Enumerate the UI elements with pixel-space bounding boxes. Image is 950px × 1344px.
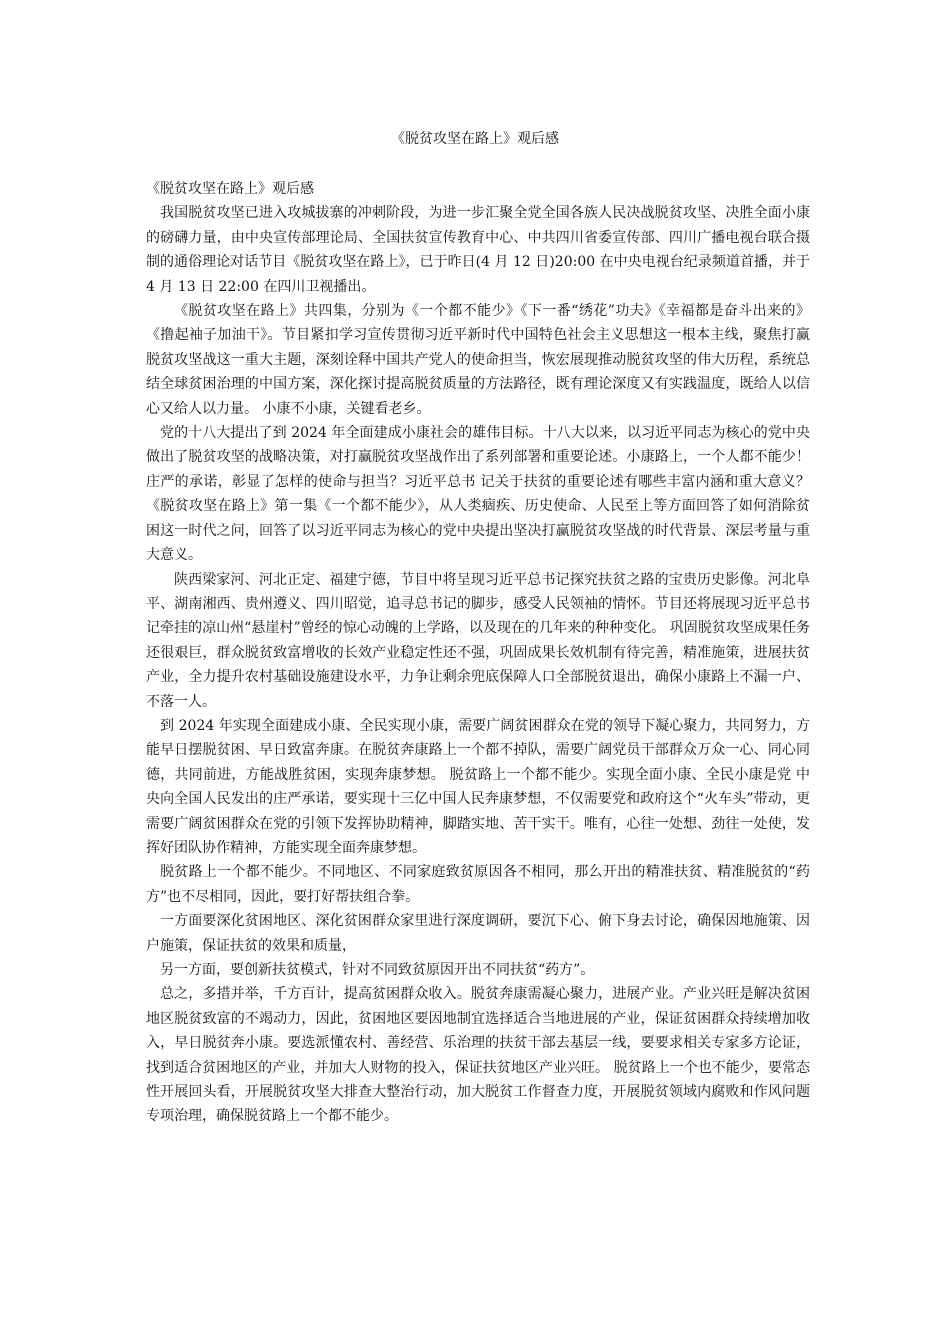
- document-body: [146, 177, 810, 1129]
- paragraph-precise-poverty-relief: 脱贫路上一个都不能少。不同地区、不同家庭致贫原因各不相同，那么开出的精准扶贫、精准脱贫的“药方”也不尽相同，因此，要打好帮扶组合拳。: [146, 864, 810, 905]
- paragraph-conclusion: 总之，多措并举，千方百计，提高贫困群众收入。脱贫奔康需凝心聚力，进展产业。产业兴旺是解决贫困地区脱贫致富的不竭动力，因此，贫困地区要因地制宜选择适合当地进展的产业，保证贫困群众持续增加收入，早日脱贫奔小康。要选派懂农村、善经营、乐治理的扶贫干部去基层一线，要要求相关专家多方论证，找到适合贫困地区的产业，并加大人财物的投入，保证扶贫地区产业兴旺。 脱贫路上一个也不能少，要常态性开展回头看，开展脱贫攻坚大排查大整治行动，加大脱贫工作督查力度，开展脱贫领域内腐败和作风问题专项治理，确保脱贫路上一个都不能少。: [146, 986, 810, 1125]
- paragraph-common-prosperity: 到 2024 年实现全面建成小康、全民实现小康，需要广阔贫困群众在党的领导下凝心聚力，共同努力，方能早日摆脱贫困、早日致富奔康。在脱贫奔康路上一个都不掉队，需要广阔党员干部群众万众一心、同心同德，共同前进，方能战胜贫困，实现奔康梦想。 脱贫路上一个都不能少。实现全面小康、全民小康是党 中央向全国人民发出的庄严承诺，要实现十三亿中国人民奔康梦想，不仅需要党和政府这个“火车头”带动，更需要广阔贫困群众在党的引领下发挥协助精神，脚踏实地、苦干实干。唯有，心往一处想、劲往一处使，发挥好团队协作精神，方能实现全面奔康梦想。: [146, 717, 810, 856]
- document-subtitle: 《脱贫攻坚在路上》观后感: [146, 181, 314, 197]
- document-title: 《脱贫攻坚在路上》观后感: [391, 131, 559, 147]
- paragraph-on-other-hand: 另一方面，要创新扶贫模式，针对不同致贫原因开出不同扶贫“药方”。: [160, 962, 595, 978]
- paragraph-on-one-hand: 一方面要深化贫困地区、深化贫困群众家里进行深度调研，要沉下心、俯下身去讨论，确保因地施策、因户施策，保证扶贫的效果和质量，: [146, 913, 810, 954]
- paragraph-episodes: 《脱贫攻坚在路上》共四集，分别为《一个都不能少》《下一番“绣花”功夫》《幸福都是奋斗出来的》《撸起袖子加油干》。节目紧扣学习宣传贯彻习近平新时代中国特色社会主义思想这一根本主线，聚焦打赢脱贫攻坚战这一重大主题，深刻诠释中国共产党人的使命担当，恢宏展现推动脱贫攻坚的伟大历程，系统总结全球贫困治理的中国方案，深化探讨提高脱贫质量的方法路径，既有理论深度又有实践温度，既给人以信心又给人以力量。 小康不小康，关键看老乡。: [146, 303, 810, 417]
- paragraph-eighteenth-congress: 党的十八大提出了到 2024 年全面建成小康社会的雄伟目标。十八大以来，以习近平同志为核心的党中央做出了脱贫攻坚的战略决策，对打赢脱贫攻坚战作出了系列部署和重要论述。小康路上，一个人都不能少！庄严的承诺，彰显了怎样的使命与担当？习近平总书 记关于扶贫的重要论述有哪些丰富内涵和重大意义？ 《脱贫攻坚在路上》第一集《一个都不能少》，从人类痼疾、历史使命、人民至上等方面回答了如何消除贫困这一时代之问，回答了以习近平同志为核心的党中央提出坚决打赢脱贫攻坚战的时代背景、深层考量与重大意义。: [146, 425, 810, 564]
- paragraph-historical-footage: 陕西梁家河、河北正定、福建宁德，节目中将呈现习近平总书记探究扶贫之路的宝贵历史影像。河北阜平、湖南湘西、贵州遵义、四川昭觉，追寻总书记的脚步，感受人民领袖的情怀。节目还将展现习近平总书记牵挂的凉山州“悬崖村”曾经的惊心动魄的上学路，以及现在的几年来的种种变化。 巩固脱贫攻坚成果任务还很艰巨，群众脱贫致富增收的长效产业稳定性还不强，巩固成果长效机制有待完善，精准施策，进展扶贫产业，全力提升农村基础设施建设水平，力争让剩余兜底保障人口全部脱贫退出，确保小康路上不漏一户、不落一人。: [146, 571, 810, 710]
- paragraph-intro: 我国脱贫攻坚已进入攻城拔寨的冲刺阶段，为进一步汇聚全党全国各族人民决战脱贫攻坚、决胜全面小康的磅礴力量，由中央宣传部理论局、全国扶贫宣传教育中心、中共四川省委宣传部、四川广播电视台联合摄制的通俗理论对话节目《脱贫攻坚在路上》，已于昨日(4 月 12 日)20:00 在中央电视台纪录频道首播，并于 4 月 13 日 22:00 在四川卫视播出。: [146, 205, 810, 295]
